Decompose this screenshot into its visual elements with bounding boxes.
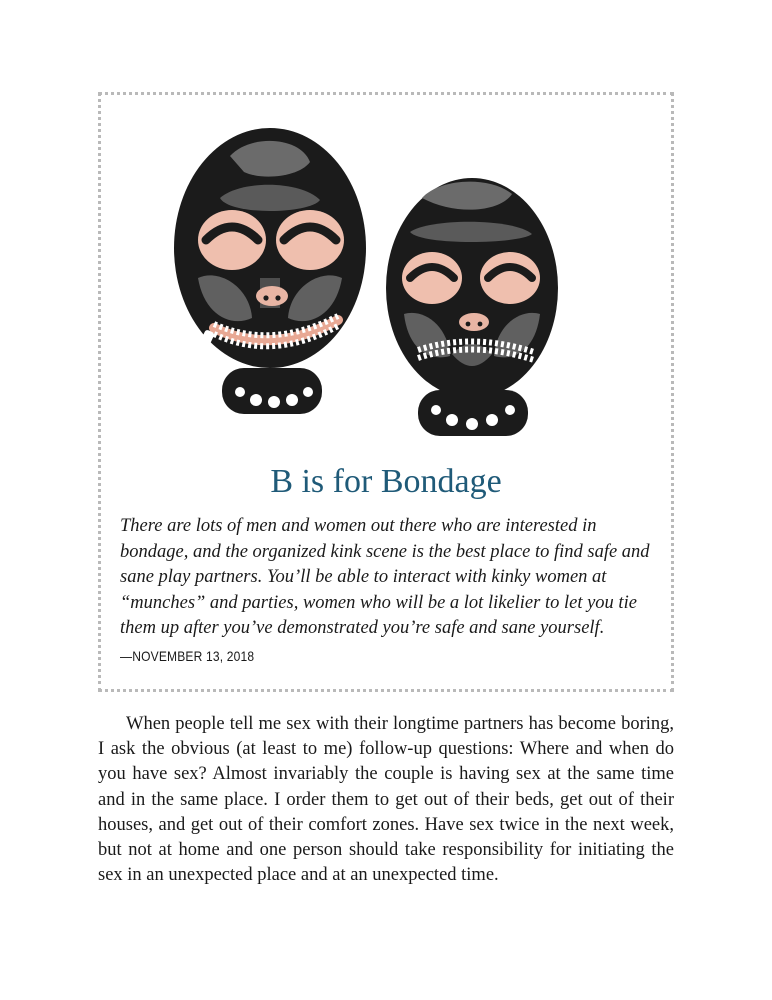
masks-illustration [160,128,580,448]
body-paragraph: When people tell me sex with their longtime partners has become boring, I ask the obvious (at least to me) follow-up questions: Where and when do you have sex? Almost invariably the couple is having sex at the same time and in the same place. I order them to get out of their beds, get out of their houses, and get out of their comfort zones. Have sex twice in the next week, but not at home and one person should take responsibility for initiating the sex in an unexpected place and at an unexpected time. [98,714,674,886]
sidebar-title: B is for Bondage [270,463,502,500]
sidebar-quote: There are lots of men and women out there who are interested in bondage, and the organized kink scene is the best place to find safe and sane play partners. You’ll be able to interact with kinky women at “munches” and parties, women who will be a lot likelier to let you tie them up after you’ve demonstrated you’re safe and sane yourself. [120,516,650,638]
sidebar-date: —NOVEMBER 13, 2018 [120,648,255,664]
frowning-mask-icon [386,178,558,436]
smiling-mask-icon [174,128,366,414]
